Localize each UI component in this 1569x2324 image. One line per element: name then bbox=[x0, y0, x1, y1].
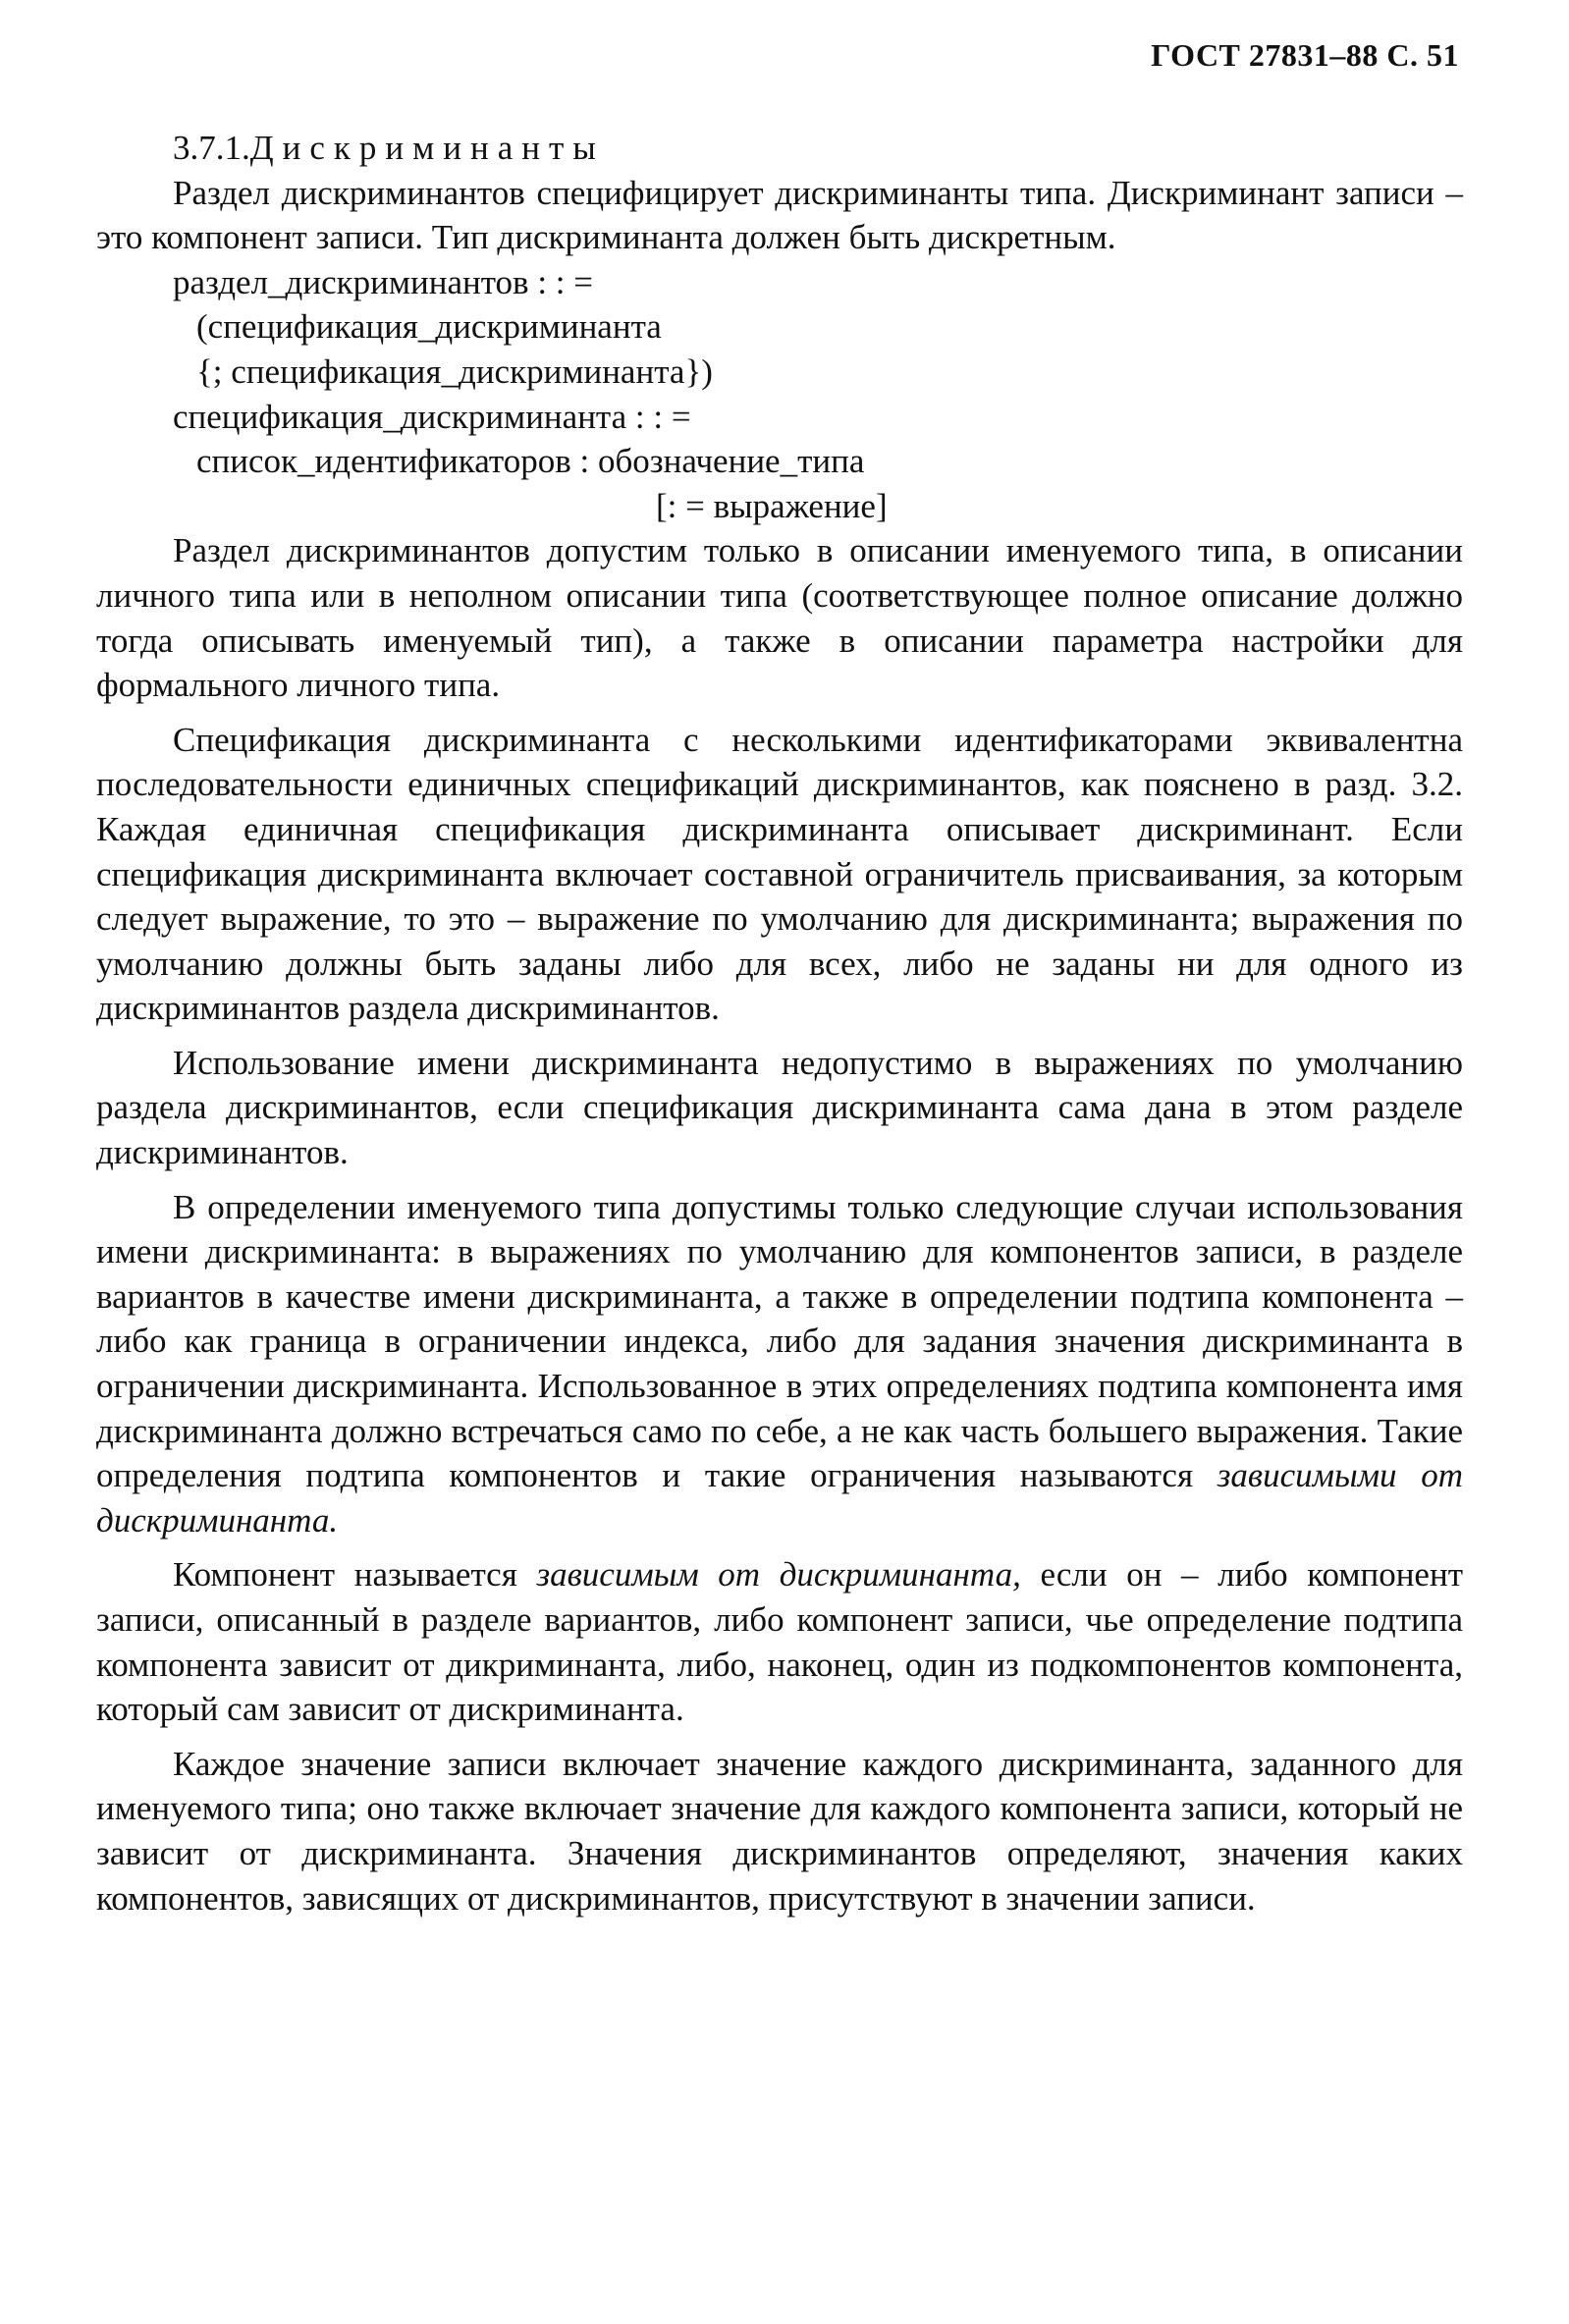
paragraph-7: Каждое значение записи включает значение каждого дискриминанта, заданного для именуемого типа; оно также включает значение для каждого компонента записи, который не зависит от дискриминанта. Значения дискриминантов определяют, значения каких компонентов, зависящих от дискриминантов, присутствуют в значении записи. bbox=[96, 1744, 1463, 1918]
paragraph-3: Спецификация дискриминанта с несколькими идентификаторами эквивалентна последовательности единичных спецификаций дискриминантов, как пояснено в разд. 3.2. Каждая единичная спецификация дискриминанта описывает дискриминант. Если спецификация дискриминанта включает составной ограничитель присваивания, за которым следует выражение, то это – выражение по умолчанию для дискриминанта; выражения по умолчанию должны быть заданы либо для всех, либо не заданы ни для одного из дискриминантов раздела дискриминантов. bbox=[96, 720, 1463, 1028]
paragraph-1: Раздел дискриминантов специфицирует дискриминанты типа. Дискриминант записи – это компонент записи. Тип дискриминанта должен быть дискретным. bbox=[96, 173, 1463, 257]
paragraph-6-before: Компонент называется bbox=[173, 1555, 537, 1594]
term-dependent-component: зависимым от дискриминанта, bbox=[536, 1555, 1021, 1594]
paragraph-6-after: если он – либо компонент записи, описанный в разделе вариантов, либо компонент записи, чье определение подтипа компонента зависит от дикриминанта, либо, наконец, один из подкомпонентов компонента, который сам зависит от дискриминанта. bbox=[96, 1555, 1463, 1729]
paragraph-6 bbox=[96, 1552, 1463, 1731]
paragraph-5-text: В определении именуемого типа допустимы только следующие случаи использования имени дискриминанта: в выражениях по умолчанию для компонентов записи, в разделе вариантов в качестве имени дискриминанта, а также в определении подтипа компонента – либо как граница в ограничении индекса, либо для задания значения дискриминанта в ограничении дискриминанта. Использованное в этих определениях подтипа компонента имя дискриминанта должно встречаться само по себе, а не как часть большего выражения. Такие определения подтипа компонентов и такие ограничения называются bbox=[96, 1187, 1463, 1495]
syntax-line-1: раздел_дискриминантов : : = bbox=[173, 262, 594, 301]
syntax-line-6: [: = выражение] bbox=[656, 486, 888, 525]
syntax-line-2: (спецификация_дискриминанта bbox=[196, 307, 662, 347]
section-number: 3.7.1. bbox=[173, 129, 250, 167]
syntax-line-3: {; спецификация_дискриминанта}) bbox=[196, 351, 713, 391]
paragraph-4: Использование имени дискриминанта недопустимо в выражениях по умолчанию раздела дискриминантов, если спецификация дискриминанта сама дана в этом разделе дискриминантов. bbox=[96, 1043, 1463, 1172]
syntax-line-5: список_идентификаторов : обозначение_типа bbox=[196, 442, 865, 481]
syntax-block bbox=[96, 260, 1463, 529]
syntax-line-4: спецификация_дискриминанта : : = bbox=[173, 397, 691, 436]
page-content bbox=[96, 126, 1463, 1930]
term-dependent-on-discriminant: зависимыми от дискриминанта. bbox=[96, 1456, 1463, 1540]
section-title: Дискриминанты bbox=[249, 129, 605, 167]
section-heading bbox=[96, 126, 1463, 171]
paragraph-5 bbox=[96, 1185, 1463, 1543]
paragraph-2: Раздел дискриминантов допустим только в описании именуемого типа, в описании личного типа или в неполном описании типа (соответствующее полное описание должно тогда описывать именуемый тип), а также в описании параметра настройки для формального личного типа. bbox=[96, 531, 1463, 705]
page-header: ГОСТ 27831–88 С. 51 bbox=[1151, 37, 1459, 73]
